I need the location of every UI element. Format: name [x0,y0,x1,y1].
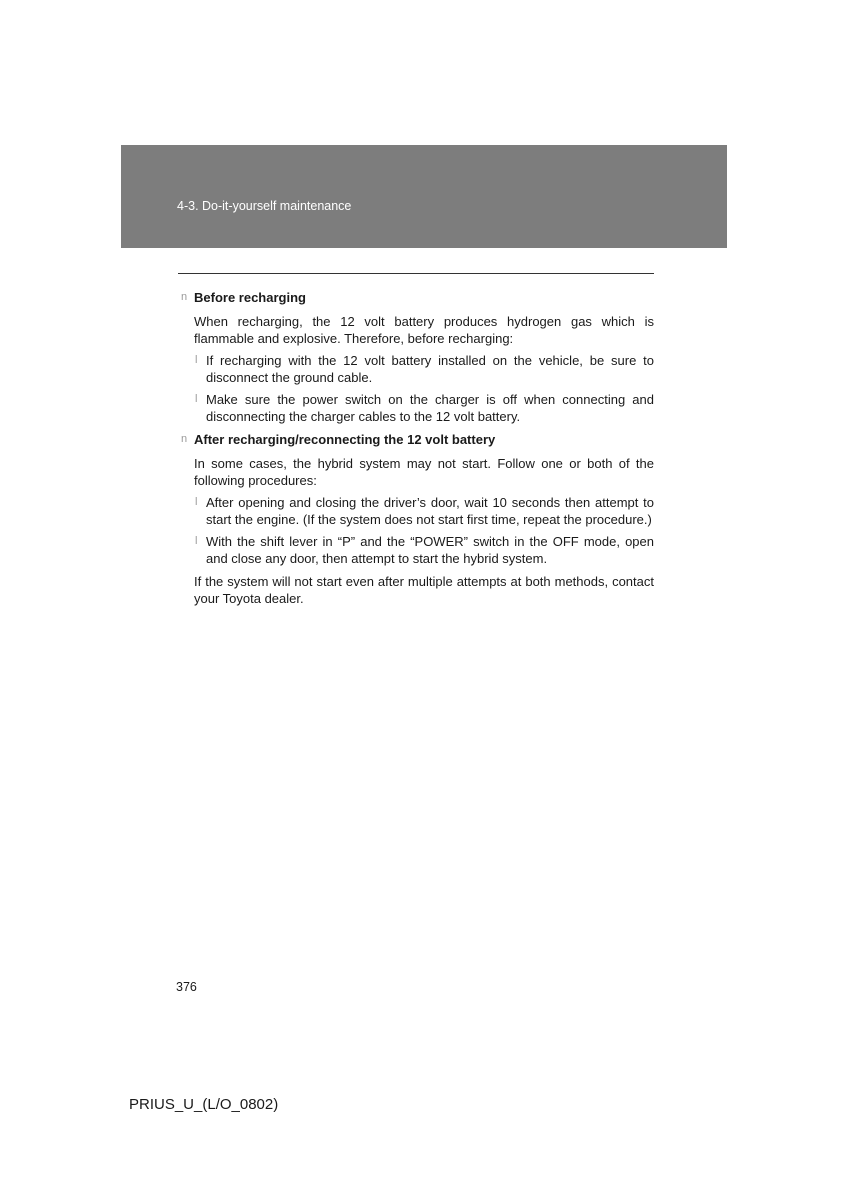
list-item-text: If recharging with the 12 volt battery installed on the vehicle, be sure to disconnect the ground cable. [206,353,654,385]
page-content [178,289,654,612]
list-item [178,391,654,425]
section-heading-after-recharging [178,431,654,448]
section-intro-paragraph: In some cases, the hybrid system may not start. Follow one or both of the following procedures: [194,456,654,488]
bullet-marker-icon: l [195,354,198,366]
section-title: 4-3. Do-it-yourself maintenance [177,199,352,213]
section-header-band [121,145,727,248]
closing-paragraph: If the system will not start even after multiple attempts at both methods, contact your Toyota dealer. [194,574,654,606]
bullet-marker-icon: l [195,496,198,508]
list-item-text: Make sure the power switch on the charger is off when connecting and disconnecting the charger cables to the 12 volt battery. [206,392,654,424]
bullet-marker-icon: l [195,535,198,547]
section-marker-icon: n [181,291,188,303]
list-item-text: With the shift lever in “P” and the “POWER” switch in the OFF mode, open and close any door, then attempt to start the hybrid system. [206,534,654,566]
list-item [178,494,654,528]
bullet-marker-icon: l [195,393,198,405]
section-marker-icon: n [181,433,188,445]
list-item [178,533,654,567]
section-heading-text: Before recharging [194,290,306,305]
section-heading-before-recharging [178,289,654,306]
section-heading-text: After recharging/reconnecting the 12 volt battery [194,432,496,447]
list-item [178,352,654,386]
header-divider [178,273,654,274]
section-intro-paragraph: When recharging, the 12 volt battery produces hydrogen gas which is flammable and explosive. Therefore, before recharging: [194,314,654,346]
page-number: 376 [176,980,197,994]
list-item-text: After opening and closing the driver’s door, wait 10 seconds then attempt to start the engine. (If the system does not start first time, repeat the procedure.) [206,495,654,527]
document-code: PRIUS_U_(L/O_0802) [129,1096,279,1113]
